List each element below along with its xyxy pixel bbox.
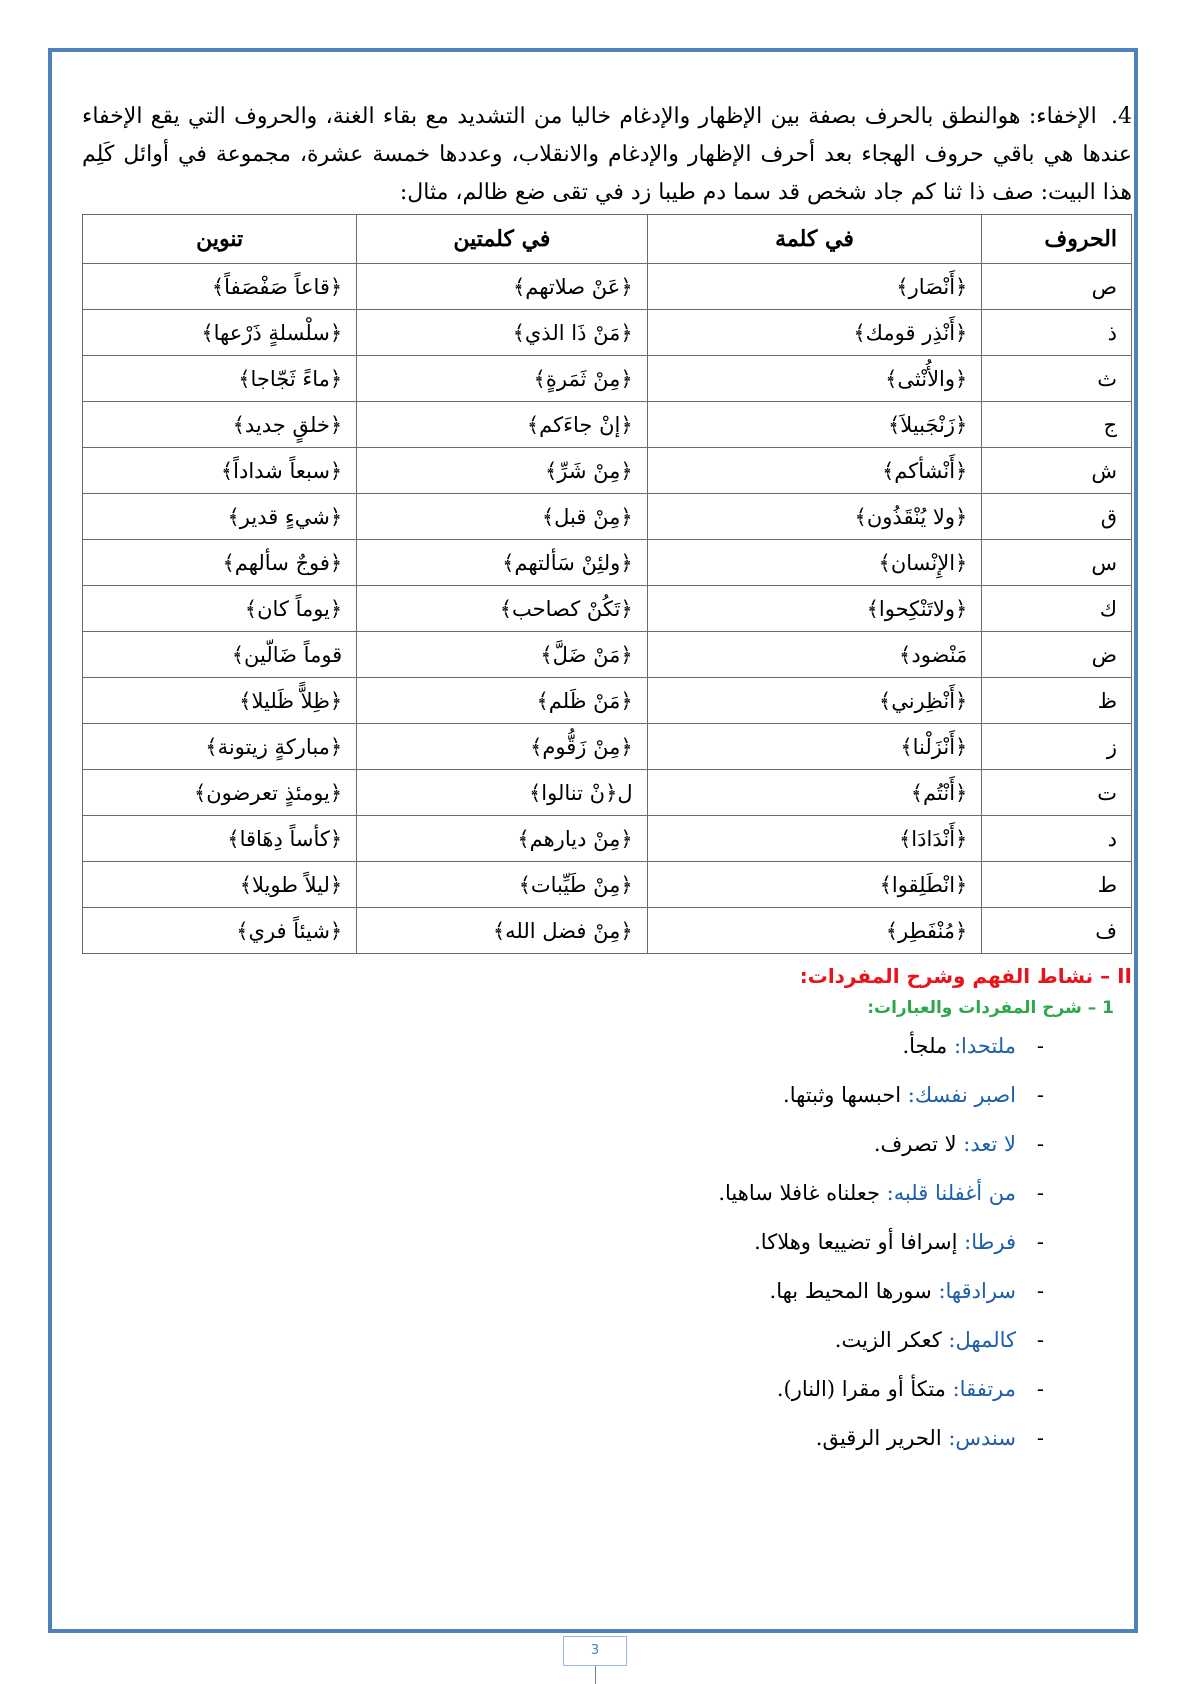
tanween-cell: ﴿يوماً كان﴾ — [83, 586, 357, 632]
table-row — [83, 862, 1132, 908]
vocab-dash: - — [1036, 1083, 1044, 1107]
vocab-dash: - — [1036, 1230, 1044, 1254]
letter-cell: ض — [982, 632, 1132, 678]
in-word-cell: ﴿زَنْجَبيلاَ﴾ — [647, 402, 982, 448]
table-row — [83, 540, 1132, 586]
table-row — [83, 632, 1132, 678]
tanween-cell: ﴿شيءٍ قدير﴾ — [83, 494, 357, 540]
tanween-cell: ﴿شيئاً فري﴾ — [83, 908, 357, 954]
vocab-meaning: كعكر الزيت. — [834, 1328, 949, 1352]
in-word-cell: ﴿أَنْذِر قومك﴾ — [647, 310, 982, 356]
in-two-words-cell: ﴿مَنْ ضَلَّ﴾ — [357, 632, 647, 678]
vocab-dash: - — [1036, 1426, 1044, 1450]
table-row — [83, 586, 1132, 632]
in-two-words-cell: ﴿ولئِنْ سَألتهم﴾ — [357, 540, 647, 586]
vocab-term: من أغفلنا قلبه: — [886, 1181, 1016, 1205]
vocab-dash: - — [1036, 1377, 1044, 1401]
header-letters: الحروف — [982, 215, 1132, 264]
vocab-term: لا تعد: — [963, 1132, 1016, 1156]
tanween-cell: ﴿ليلاً طويلا﴾ — [83, 862, 357, 908]
vocab-meaning: ملجأ. — [902, 1034, 954, 1058]
vocab-term: فرطا: — [964, 1230, 1016, 1254]
vocab-item — [82, 1365, 1044, 1414]
vocab-item — [82, 1022, 1044, 1071]
table-body — [83, 264, 1132, 954]
page-content — [82, 98, 1132, 1463]
in-two-words-cell: ﴿مَنْ ظَلم﴾ — [357, 678, 647, 724]
intro-paragraph — [82, 98, 1132, 212]
in-word-cell: ﴿انْطَلِقوا﴾ — [647, 862, 982, 908]
letter-cell: س — [982, 540, 1132, 586]
vocab-term: مرتفقا: — [952, 1377, 1016, 1401]
in-word-cell: ﴿أَنْزَلْنا﴾ — [647, 724, 982, 770]
in-two-words-cell: ﴿إنْ جاءَكم﴾ — [357, 402, 647, 448]
vocab-item — [82, 1316, 1044, 1365]
vocab-dash: - — [1036, 1181, 1044, 1205]
table-row — [83, 770, 1132, 816]
in-word-cell: ﴿ولا يُنْقَذُون﴾ — [647, 494, 982, 540]
ikhfa-letters-table — [82, 214, 1132, 954]
vocab-dash: - — [1036, 1132, 1044, 1156]
vocab-meaning: سورها المحيط بها. — [769, 1279, 939, 1303]
in-word-cell: ﴿مُنْفَطِر﴾ — [647, 908, 982, 954]
in-two-words-cell: ﴿مِنْ فضل الله﴾ — [357, 908, 647, 954]
in-two-words-cell: ﴿مِنْ زَقُّوم﴾ — [357, 724, 647, 770]
letter-cell: ذ — [982, 310, 1132, 356]
header-in-word: في كلمة — [647, 215, 982, 264]
tanween-cell: ﴿ظِلاًّ ظَليلا﴾ — [83, 678, 357, 724]
letter-cell: ش — [982, 448, 1132, 494]
subsection-title: 1 – شرح المفردات والعبارات: — [867, 998, 1114, 1018]
vocab-meaning: متكأ أو مقرا (النار). — [776, 1377, 953, 1401]
table-row — [83, 908, 1132, 954]
table-row — [83, 448, 1132, 494]
vocab-term: اصبر نفسك: — [907, 1083, 1016, 1107]
in-two-words-cell: ﴿مَنْ ذَا الذي﴾ — [357, 310, 647, 356]
vocab-term: ملتحدا: — [953, 1034, 1016, 1058]
in-word-cell: ﴿والأُنْثى﴾ — [647, 356, 982, 402]
intro-number: 4. — [1111, 104, 1132, 129]
vocab-item — [82, 1267, 1044, 1316]
vocab-meaning: احبسها وثبتها. — [783, 1083, 908, 1107]
vocab-dash: - — [1036, 1328, 1044, 1352]
tanween-cell: ﴿مباركةٍ زيتونة﴾ — [83, 724, 357, 770]
letter-cell: ك — [982, 586, 1132, 632]
in-two-words-cell: ﴿مِنْ قبل﴾ — [357, 494, 647, 540]
vocab-dash: - — [1036, 1279, 1044, 1303]
in-word-cell: ﴿أَنْتُم﴾ — [647, 770, 982, 816]
in-two-words-cell: ﴿مِنْ طَيِّبات﴾ — [357, 862, 647, 908]
header-in-two-words: في كلمتين — [357, 215, 647, 264]
in-two-words-cell: ﴿عَنْ صلاتهم﴾ — [357, 264, 647, 310]
vocab-meaning: جعلناه غافلا ساهيا. — [718, 1181, 887, 1205]
tanween-cell: ﴿ماءً ثَجّاجا﴾ — [83, 356, 357, 402]
in-word-cell: ﴿أَنْدَادَا﴾ — [647, 816, 982, 862]
in-word-cell: ﴿ولاتَنْكِحوا﴾ — [647, 586, 982, 632]
tanween-cell: ﴿فوجٌ سألهم﴾ — [83, 540, 357, 586]
in-two-words-cell: ﴿تَكُنْ كصاحب﴾ — [357, 586, 647, 632]
letter-cell: ج — [982, 402, 1132, 448]
table-row — [83, 816, 1132, 862]
table-row — [83, 264, 1132, 310]
letter-cell: د — [982, 816, 1132, 862]
in-two-words-cell: ﴿مِنْ ثَمَرةٍ﴾ — [357, 356, 647, 402]
header-tanween: تنوين — [83, 215, 357, 264]
letter-cell: ظ — [982, 678, 1132, 724]
in-two-words-cell: ﴿مِنْ شَرِّ﴾ — [357, 448, 647, 494]
letter-cell: ط — [982, 862, 1132, 908]
tanween-cell: ﴿قاعاً صَفْصَفاً﴾ — [83, 264, 357, 310]
in-word-cell: ﴿الإِنْسان﴾ — [647, 540, 982, 586]
in-word-cell: ﴿أَنْشأكم﴾ — [647, 448, 982, 494]
in-word-cell: مَنْضود﴾ — [647, 632, 982, 678]
vocab-item — [82, 1218, 1044, 1267]
vocab-term: سرادقها: — [938, 1279, 1016, 1303]
in-two-words-cell: ل﴿نْ تنالوا﴾ — [357, 770, 647, 816]
table-header-row — [83, 215, 1132, 264]
vocab-meaning: الحرير الرقيق. — [815, 1426, 949, 1450]
in-two-words-cell: ﴿مِنْ ديارهم﴾ — [357, 816, 647, 862]
tanween-cell: ﴿سلْسلةٍ ذَرْعها﴾ — [83, 310, 357, 356]
letter-cell: ق — [982, 494, 1132, 540]
table-row — [83, 310, 1132, 356]
letter-cell: ث — [982, 356, 1132, 402]
tanween-cell: ﴿كأساً دِهَاقا﴾ — [83, 816, 357, 862]
table-row — [83, 402, 1132, 448]
table-row — [83, 678, 1132, 724]
table-row — [83, 724, 1132, 770]
vocab-term: سندس: — [948, 1426, 1016, 1450]
section-title: II – نشاط الفهم وشرح المفردات: — [799, 964, 1132, 988]
vocab-item — [82, 1414, 1044, 1463]
page-number-line — [595, 1666, 596, 1684]
in-word-cell: ﴿أَنْظِرني﴾ — [647, 678, 982, 724]
vocab-list — [82, 1022, 1132, 1463]
table-row — [83, 356, 1132, 402]
letter-cell: ت — [982, 770, 1132, 816]
tanween-cell: ﴿يومئذٍ تعرضون﴾ — [83, 770, 357, 816]
letter-cell: ف — [982, 908, 1132, 954]
page-number: 3 — [563, 1636, 627, 1666]
vocab-dash: - — [1036, 1034, 1044, 1058]
table-row — [83, 494, 1132, 540]
tanween-cell: ﴿سبعاً شداداً﴾ — [83, 448, 357, 494]
vocab-item — [82, 1071, 1044, 1120]
tanween-cell: قوماً ضَالّين﴾ — [83, 632, 357, 678]
in-word-cell: ﴿أَنْصَار﴾ — [647, 264, 982, 310]
letter-cell: ص — [982, 264, 1132, 310]
tanween-cell: ﴿خلقٍ جديد﴾ — [83, 402, 357, 448]
vocab-meaning: إسرافا أو تضييعا وهلاكا. — [754, 1230, 965, 1254]
letter-cell: ز — [982, 724, 1132, 770]
vocab-item — [82, 1169, 1044, 1218]
vocab-item — [82, 1120, 1044, 1169]
vocab-term: كالمهل: — [948, 1328, 1016, 1352]
intro-text: الإخفاء: هوالنطق بالحرف بصفة بين الإظهار والإدغام خاليا من التشديد مع بقاء الغنة، والحروف التي يقع الإخفاء عندها هي باقي حروف الهجاء بعد أحرف الإظهار والإدغام والانقلاب، وعددها خمسة عشرة، مجموعة في أوائل كَلِم هذا البيت: صف ذا ثنا كم جاد شخص قد سما دم طيبا زد في تقى ضع ظالم، مثال: — [82, 104, 1132, 205]
vocab-meaning: لا تصرف. — [873, 1132, 964, 1156]
